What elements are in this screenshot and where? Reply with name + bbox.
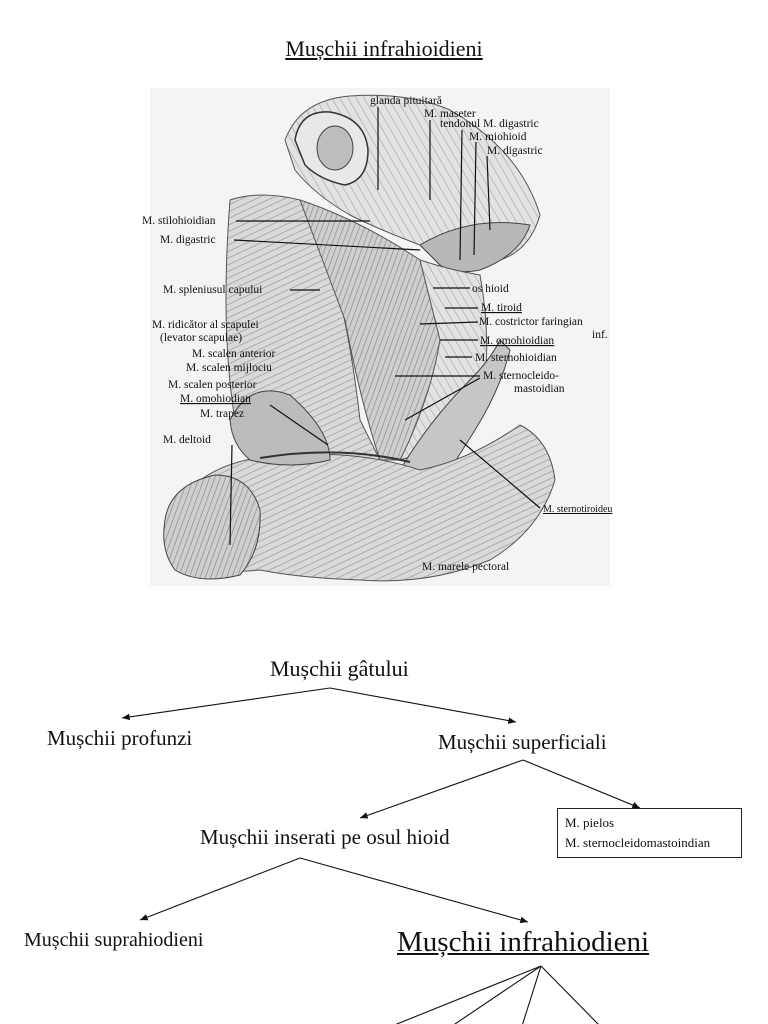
label-sternotiroideu: M. sternotiroideu xyxy=(543,504,613,515)
tree-node-inserati: Mușchii inserati pe osul hioid xyxy=(200,825,450,849)
line-branch-1 xyxy=(392,966,541,1024)
arrow-to-superficiali xyxy=(330,688,516,722)
label-miohioid: M. miohioid xyxy=(469,131,527,143)
arrow-to-suprahiodieni xyxy=(140,858,300,920)
tree-node-root: Mușchii gâtului xyxy=(270,656,409,681)
line-branch-2 xyxy=(452,966,541,1024)
label-costrictor: M. costrictor faringian xyxy=(479,316,583,328)
line-branch-3 xyxy=(522,966,541,1024)
label-deltoid: M. deltoid xyxy=(163,434,211,446)
arrow-to-box xyxy=(523,760,640,808)
label-trapez: M. trapez xyxy=(200,408,245,420)
tree-node-profunzi: Mușchii profunzi xyxy=(47,726,193,750)
label-marele-pectoral: M. marele pectoral xyxy=(422,561,510,573)
label-ridicator: M. ridicător al scapulei xyxy=(152,319,259,331)
tree-node-superficiali: Mușchii superficiali xyxy=(438,730,607,754)
label-sternocleido-2: mastoidian xyxy=(514,383,565,395)
label-scalen-posterior: M. scalen posterior xyxy=(168,379,257,391)
tree-node-suprahiodieni: Mușchii suprahiodieni xyxy=(24,929,204,951)
label-scalen-mijlociu: M. scalen mijlociu xyxy=(186,362,272,374)
arrow-to-profunzi xyxy=(122,688,330,718)
box-line-sternocleido: M. sternocleidomastoindian xyxy=(565,835,711,850)
label-tiroid: M. tiroid xyxy=(481,302,522,314)
label-spleniusul: M. spleniusul capului xyxy=(163,284,263,296)
box-line-pielos: M. pielos xyxy=(565,815,615,830)
label-sternohioidian: M. sternohioidian xyxy=(475,352,557,364)
label-omohioidian-right: M. omohioidian xyxy=(480,335,555,347)
label-digastric-left: M. digastric xyxy=(160,234,216,246)
arrow-to-infrahiodieni xyxy=(300,858,528,922)
line-branch-4 xyxy=(541,966,600,1024)
label-glanda-pituitara: glanda pituitară xyxy=(370,95,442,107)
label-maseter: M. maseter xyxy=(424,108,476,120)
label-omohiodian: M. omohiodian xyxy=(180,393,251,405)
label-digastric-right: M. digastric xyxy=(487,145,543,157)
label-levator: (levator scapulae) xyxy=(160,332,243,344)
tree-node-infrahiodieni: Mușchii infrahiodieni xyxy=(397,926,650,958)
label-sternocleido-1: M. sternocleido- xyxy=(483,370,560,382)
label-os-hioid: os hioid xyxy=(472,283,509,295)
label-stilohioidian: M. stilohioidian xyxy=(142,215,216,227)
label-tendonul-digastric: tendonul M. digastric xyxy=(440,118,539,130)
label-scalen-anterior: M. scalen anterior xyxy=(192,348,276,360)
arrow-to-inserati xyxy=(360,760,523,818)
label-inf: inf. xyxy=(592,329,608,341)
superficial-muscles-box xyxy=(557,808,742,858)
page-title: Mușchii infrahioidieni xyxy=(285,36,483,61)
